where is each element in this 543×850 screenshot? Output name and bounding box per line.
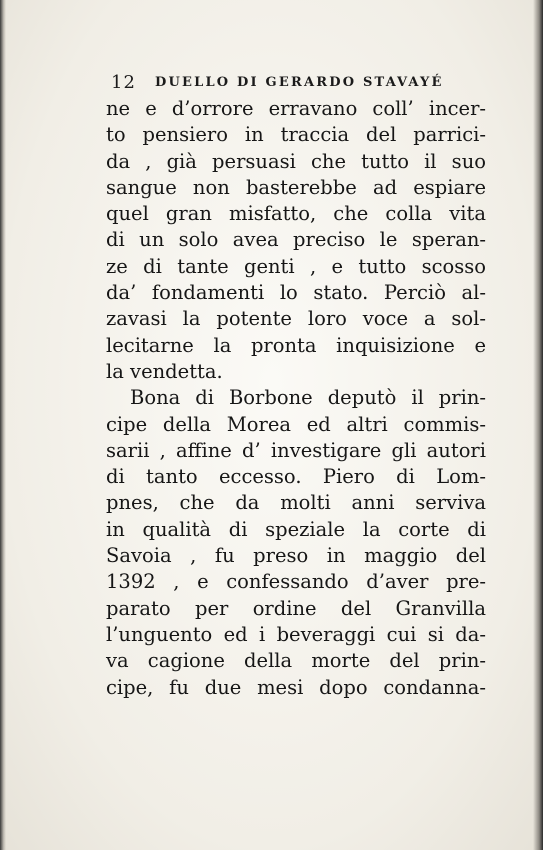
page-edge-left [0, 0, 6, 850]
body-text [106, 96, 486, 701]
running-head [111, 72, 486, 96]
text-line: cipe della Morea ed altri commis- [106, 412, 486, 436]
text-line: to pensiero in traccia del parrici- [106, 123, 486, 147]
text-line: in qualità di speziale la corte di [106, 517, 486, 541]
text-line: zavasi la potente loro voce a sol- [106, 307, 486, 331]
page-number: 12 [111, 72, 136, 93]
text-line: parato per ordine del Granvilla [106, 596, 486, 620]
text-line: lecitarne la pronta inquisizione e [106, 333, 486, 357]
running-head-title: DUELLO DI GERARDO STAVAYÉ [155, 75, 444, 90]
text-line: sangue non basterebbe ad espiare [106, 175, 486, 199]
text-line: 1392 , e confessando d’aver pre- [106, 570, 486, 594]
text-line: pnes, che da molti anni serviva [106, 491, 486, 515]
text-line: la vendetta. [106, 359, 223, 383]
text-line: quel gran misfatto, che colla vita [106, 202, 486, 226]
text-line: di un solo avea preciso le speran- [106, 228, 486, 252]
text-line: di tanto eccesso. Piero di Lom- [106, 465, 486, 489]
text-line: da , già persuasi che tutto il suo [106, 149, 486, 173]
page-edge-right [533, 0, 543, 850]
paragraph-start-line: Bona di Borbone deputò il prin- [130, 386, 486, 410]
text-line: da’ fondamenti lo stato. Perciò al- [106, 281, 486, 305]
text-line: ne e d’orrore erravano coll’ incer- [106, 97, 486, 120]
text-line: ze di tante genti , e tutto scosso [106, 254, 486, 278]
text-line: cipe, fu due mesi dopo condanna- [106, 675, 486, 699]
text-line: sarii , affine d’ investigare gli autori [106, 438, 486, 462]
text-line: Savoia , fu preso in maggio del [106, 544, 486, 568]
text-line: va cagione della morte del prin- [106, 649, 486, 673]
text-line: l’unguento ed i beveraggi cui si da- [106, 622, 486, 646]
